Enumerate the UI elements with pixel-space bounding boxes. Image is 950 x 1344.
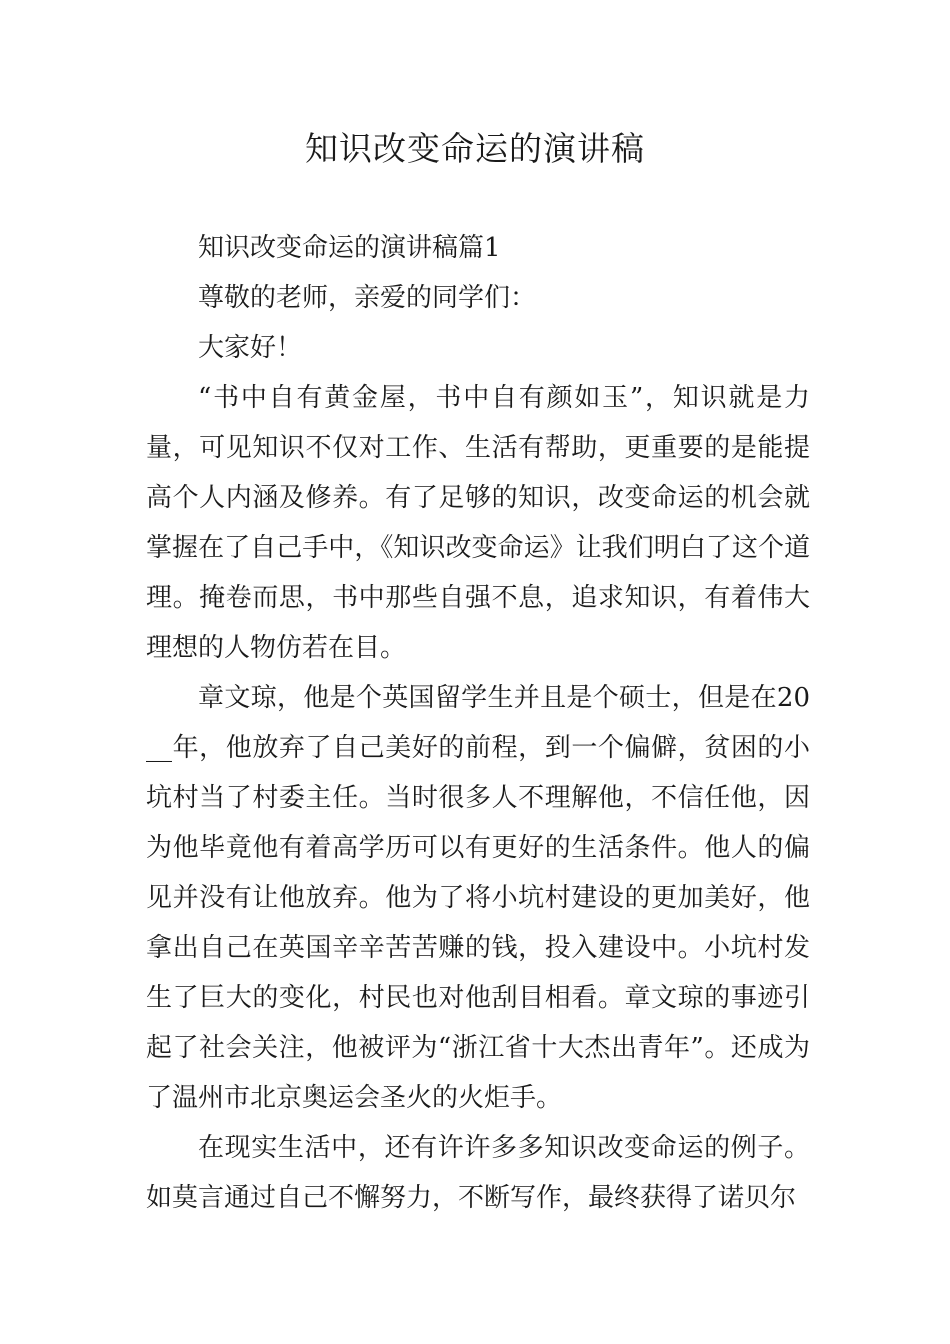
document-body bbox=[146, 223, 810, 1223]
paragraph-greeting: 大家好！ bbox=[198, 333, 303, 363]
paragraph-real-life-examples: 在现实生活中，还有许许多多知识改变命运的例子。如莫言通过自己不懈努力，不断写作，最终获得了诺贝尔 bbox=[146, 1133, 810, 1213]
paragraph-salutation: 尊敬的老师，亲爱的同学们： bbox=[198, 283, 537, 313]
paragraph-subtitle: 知识改变命运的演讲稿篇1 bbox=[198, 233, 501, 263]
paragraph-knowledge-power: “书中自有黄金屋，书中自有颜如玉”，知识就是力量，可见知识不仅对工作、生活有帮助，更重要的是能提高个人内涵及修养。有了足够的知识，改变命运的机会就掌握在了自己手中，《知识改变命运》让我们明白了这个道理。掩卷而思，书中那些自强不息，追求知识，有着伟大理想的人物仿若在目。 bbox=[146, 383, 810, 663]
paragraph-zhang-wenqiong: 章文琼，他是个英国留学生并且是个硕士，但是在20__年，他放弃了自己美好的前程，到一个偏僻，贫困的小坑村当了村委主任。当时很多人不理解他，不信任他，因为他毕竟他有着高学历可以有更好的生活条件。他人的偏见并没有让他放弃。他为了将小坑村建设的更加美好，他拿出自己在英国辛辛苦苦赚的钱，投入建设中。小坑村发生了巨大的变化，村民也对他刮目相看。章文琼的事迹引起了社会关注，他被评为“浙江省十大杰出青年”。还成为了温州市北京奥运会圣火的火炬手。 bbox=[146, 683, 810, 1113]
document-title: 知识改变命运的演讲稿 bbox=[305, 129, 645, 168]
